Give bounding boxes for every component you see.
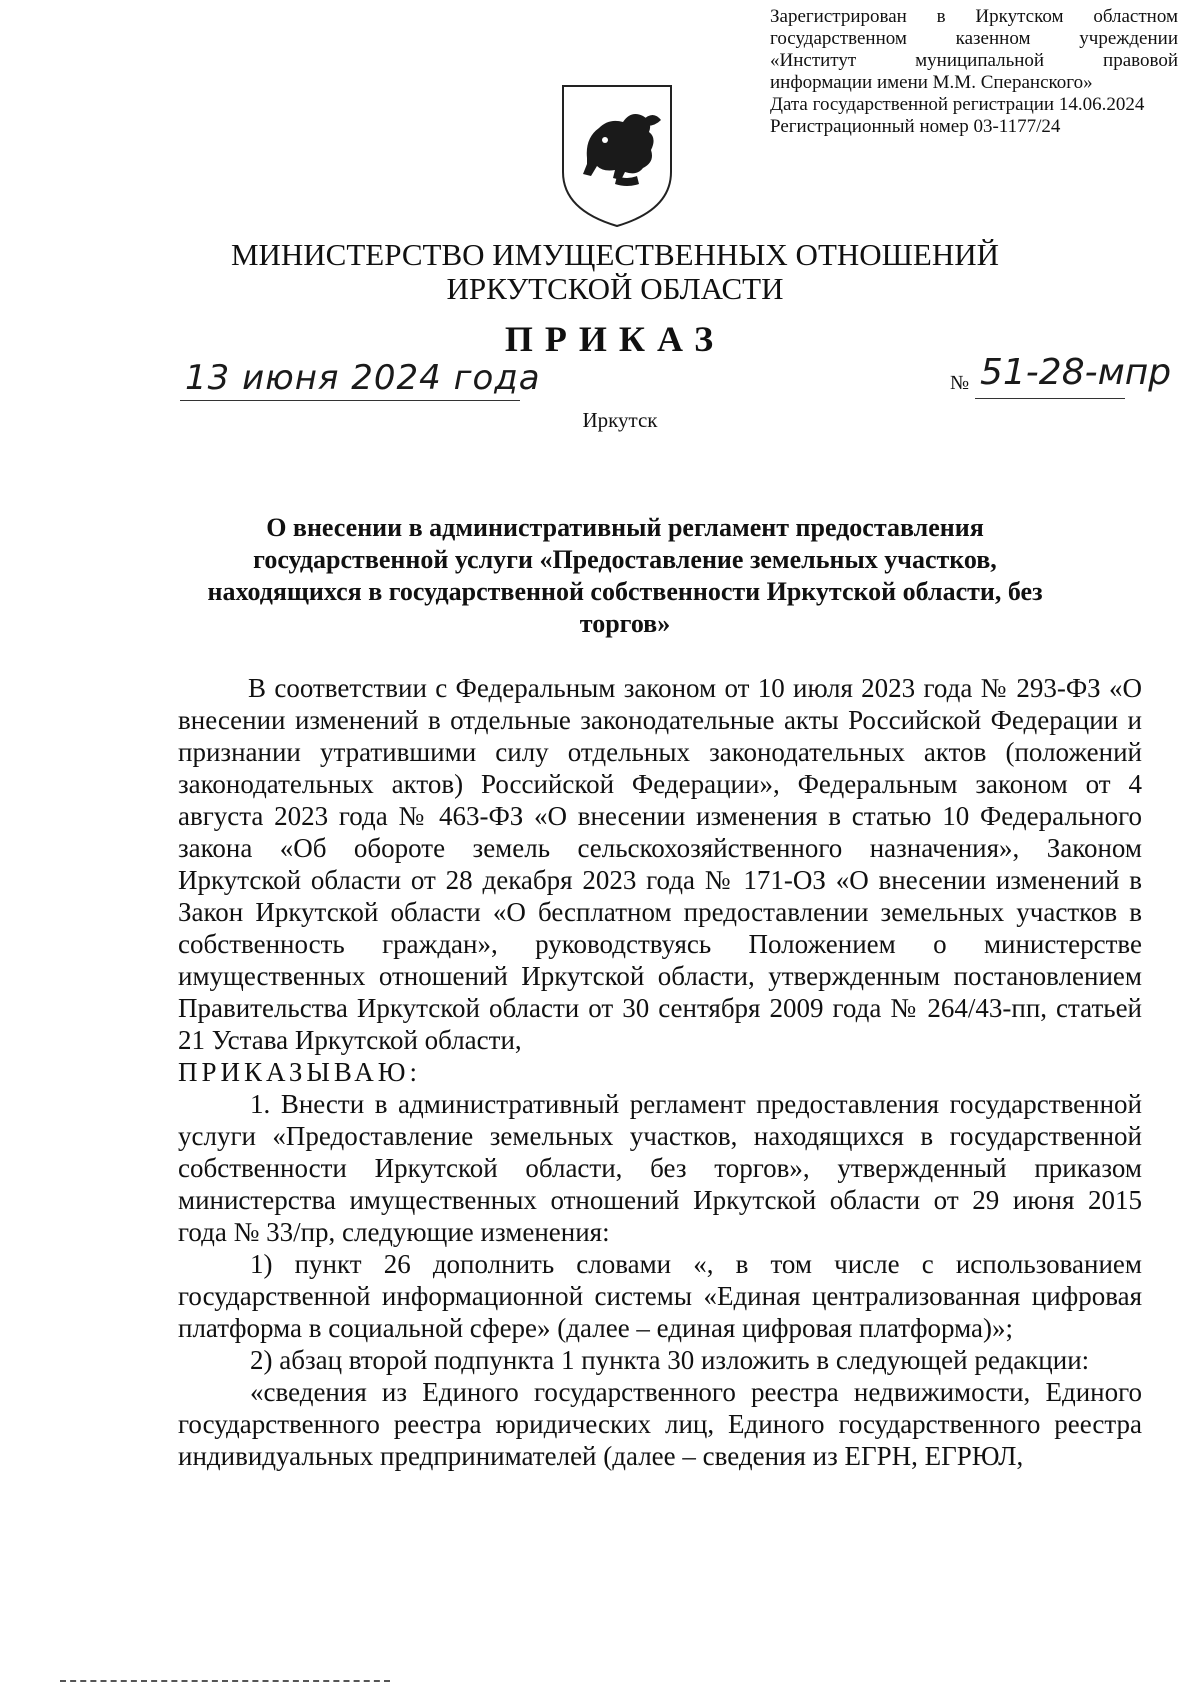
stamp-line: государственном казенном учреждении [770, 28, 1178, 49]
document-body [178, 672, 1142, 1472]
subitem-2-paragraph: 2) абзац второй подпункта 1 пункта 30 изложить в следующей редакции: [250, 1345, 1090, 1375]
title-line: государственной услуги «Предоставление земельных участков, [253, 545, 997, 574]
preamble-paragraph: В соответствии с Федеральным законом от 10 июля 2023 года № 293-ФЗ «О внесении изменений в отдельные законодательные акты Российской Федерации и признании утратившими силу отдельных законодательных актов (положений законодательных актов) Российской Федерации», Федеральным законом от 4 августа 2023 года № 463-ФЗ «О внесении изменения в статью 10 Федерального закона «Об обороте земель сельскохозяйственного назначения», Законом Иркутской области от 28 декабря 2023 года № 171-ОЗ «О внесении изменений в Закон Иркутской области «О бесплатном предоставлении земельных участков в собственность граждан», руководствуясь Положением о министерстве имущественных отношений Иркутской области, утвержденным постановлением Правительства Иркутской области от 30 сентября 2009 года № 264/43-пп, статьей 21 Устава Иркутской области, [178, 673, 1142, 1055]
title-line: торгов» [579, 609, 671, 638]
stamp-line: Дата государственной регистрации 14.06.2024 [770, 94, 1145, 115]
subitem-1-paragraph: 1) пункт 26 дополнить словами «, в том числе с использованием государственной информационной системы «Единая централизованная цифровая платформа в социальной сфере» (далее – единая цифровая платформа)»; [178, 1249, 1142, 1343]
stamp-line: Регистрационный номер 03-1177/24 [770, 116, 1061, 137]
title-line: О внесении в административный регламент предоставления [266, 513, 984, 542]
item-1-paragraph: 1. Внести в административный регламент предоставления государственной услуги «Предоставление земельных участков, находящихся в государственной собственности Иркутской области, без торгов», утвержденный приказом министерства имущественных отношений Иркутской области от 29 июня 2015 года № 33/пр, следующие изменения: [178, 1089, 1142, 1247]
registration-stamp [770, 6, 1178, 138]
number-sign: № [950, 372, 970, 394]
document-title [180, 512, 1070, 640]
document-date: 13 июня 2024 года [185, 358, 541, 398]
order-word: ПРИКАЗЫВАЮ: [178, 1057, 421, 1087]
title-line: находящихся в государственной собственности Иркутской области, без [207, 577, 1043, 606]
ministry-line: МИНИСТЕРСТВО ИМУЩЕСТВЕННЫХ ОТНОШЕНИЙ [230, 237, 1000, 272]
quoted-paragraph: «сведения из Единого государственного реестра недвижимости, Единого государственного реестра юридических лиц, Единого государственного реестра индивидуальных предпринимателей (далее – сведения из ЕГРН, ЕГРЮЛ, [178, 1377, 1142, 1471]
irkutsk-coat-of-arms-icon [557, 80, 677, 230]
ministry-name [180, 238, 1050, 306]
stamp-line: информации имени М.М. Сперанского» [770, 72, 1093, 93]
ministry-line: ИРКУТСКОЙ ОБЛАСТИ [446, 271, 784, 306]
number-underline [975, 398, 1125, 399]
date-underline [180, 400, 520, 401]
document-type: ПРИКАЗ [504, 319, 726, 359]
scan-artifact-line [60, 1680, 390, 1682]
stamp-line: «Институт муниципальной правовой [770, 50, 1178, 71]
document-number: 51-28-мпр [980, 352, 1172, 393]
city: Иркутск [582, 408, 658, 432]
stamp-line: Зарегистрирован в Иркутском областном [770, 6, 1178, 27]
